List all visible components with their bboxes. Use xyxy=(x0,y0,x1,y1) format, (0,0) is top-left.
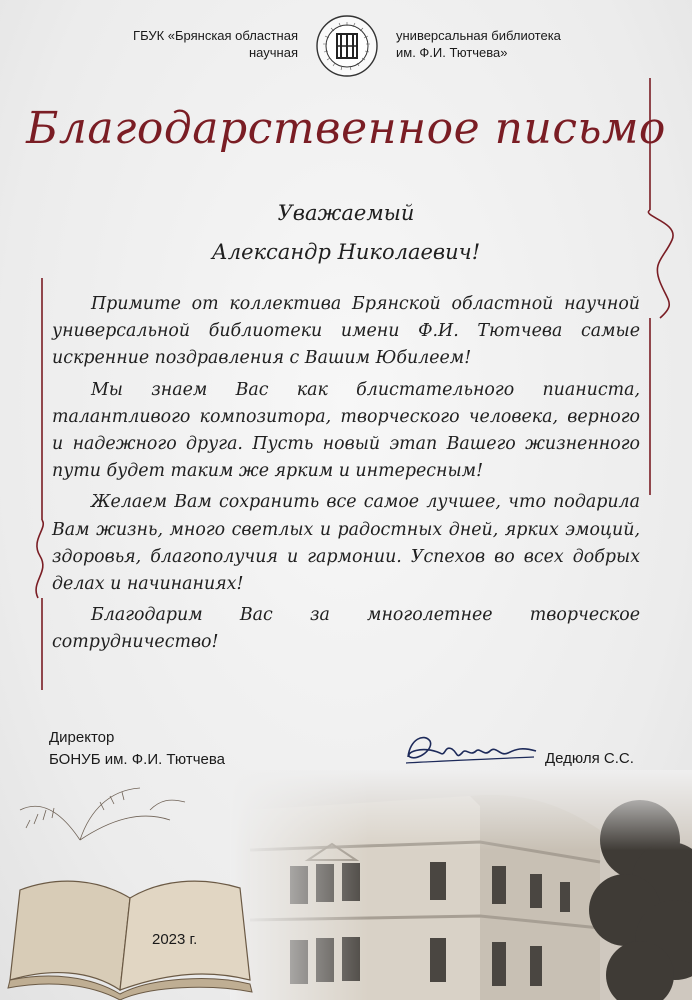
paragraph: Мы знаем Вас как блистательного пианиста, талантливого композитора, творческого человека, верного и надежного друга. Пусть новый этап Вашего жизненного пути будет таким же ярким и интересным! xyxy=(52,379,640,482)
header-org-right xyxy=(396,27,561,61)
signature-name: Дедюля С.С. xyxy=(545,750,634,767)
paragraph: Примите от коллектива Брянской областной научной универсальной библиотеки имени Ф.И. Тютчева самые искренние поздравления с Вашим Юбилеем! xyxy=(52,294,640,369)
library-building-image xyxy=(230,770,692,1000)
signature-block xyxy=(49,727,225,771)
paragraph: Благодарим Вас за многолетнее творческое сотрудничество! xyxy=(52,605,640,653)
header-right-line2: им. Ф.И. Тютчева» xyxy=(396,45,508,60)
header-left-line1: ГБУК «Брянская областная xyxy=(133,28,298,43)
signature-position: Директор xyxy=(49,729,115,746)
greeting-line1: Уважаемый xyxy=(277,201,415,225)
paragraph: Желаем Вам сохранить все самое лучшее, что подарила Вам жизнь, много светлых и радостных дней, ярких эмоций, здоровья, благополучия и гармонии. Успехов во всех добрых делах и начинаниях! xyxy=(52,492,640,595)
open-book-image xyxy=(0,780,260,1000)
letter-title: Благодарственное письмо xyxy=(26,103,666,154)
header-org-left xyxy=(133,27,298,61)
header-right-line1: универсальная библиотека xyxy=(396,28,561,43)
letter-body xyxy=(52,291,640,661)
greeting-line2: Александр Николаевич! xyxy=(211,240,481,264)
handwritten-signature xyxy=(400,727,540,771)
letter-year: 2023 г. xyxy=(152,931,198,948)
library-logo-icon xyxy=(315,14,379,78)
signature-organization: БОНУБ им. Ф.И. Тютчева xyxy=(49,751,226,768)
header-left-line2: научная xyxy=(249,45,298,60)
